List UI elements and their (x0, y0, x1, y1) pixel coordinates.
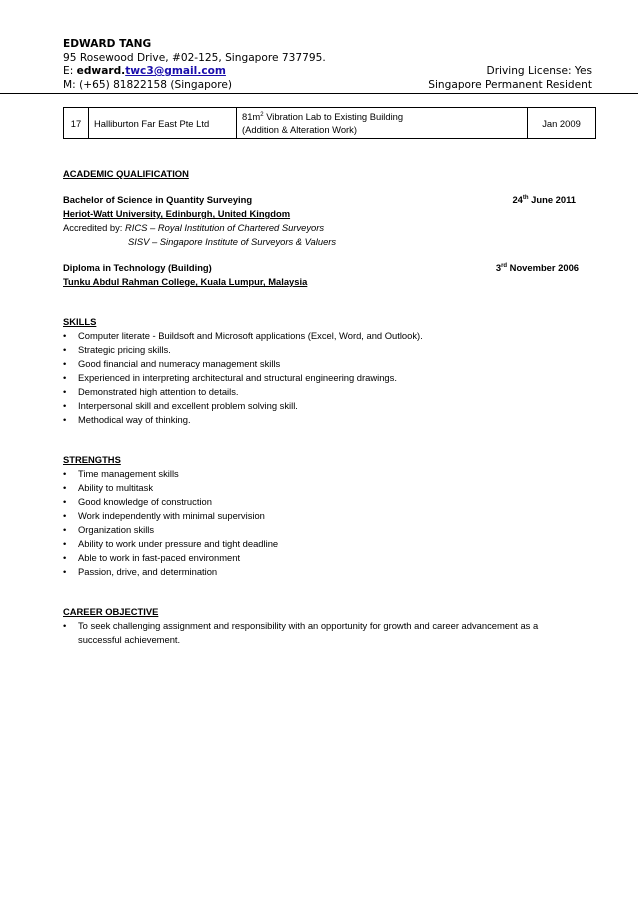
project-company: Halliburton Far East Pte Ltd (89, 108, 237, 139)
email-prefix: E: (63, 65, 77, 77)
list-item: • Methodical way of thinking. (63, 414, 191, 425)
project-table (63, 107, 596, 139)
table-row (64, 108, 596, 139)
header-divider (0, 93, 638, 94)
diploma-row (63, 261, 598, 275)
residency: Singapore Permanent Resident (428, 78, 592, 91)
list-item: • Ability to work under pressure and tight deadline (63, 538, 279, 549)
list-item: • Strategic pricing skills. (63, 344, 171, 355)
address-row (63, 52, 592, 66)
list-item: • To seek challenging assignment and responsibility with an opportunity for growth and career advancement as a successful achievement. (63, 620, 539, 645)
list-item: • Time management skills (63, 468, 179, 479)
driving-license: Driving License: Yes (486, 65, 592, 77)
list-item: • Organization skills (63, 524, 155, 535)
diploma-date: 3rd November 2006 (495, 262, 579, 273)
career-heading: CAREER OBJECTIVE (63, 606, 159, 617)
project-number: 17 (64, 108, 89, 139)
project-description (237, 108, 528, 139)
email-user: edward. (76, 65, 126, 77)
resume-body (63, 107, 598, 647)
strengths-heading: STRENGTHS (63, 454, 121, 465)
list-item: • Ability to multitask (63, 482, 154, 493)
university: Heriot-Watt University, Edinburgh, United Kingdom (63, 208, 291, 219)
skills-list (63, 329, 598, 427)
project-desc-line2: (Addition & Alteration Work) (242, 124, 357, 135)
accreditation-rics: Accredited by: RICS – Royal Institution of Chartered Surveyors (63, 222, 325, 233)
academic-heading: ACADEMIC QUALIFICATION (63, 168, 189, 179)
list-item: • Able to work in fast-paced environment (63, 552, 241, 563)
accreditation-sisv: SISV – Singapore Institute of Surveyors & Valuers (128, 236, 337, 247)
list-item: • Good financial and numeracy management skills (63, 358, 281, 369)
list-item: • Work independently with minimal supervision (63, 510, 265, 521)
degree-title: Bachelor of Science in Quantity Surveying (63, 194, 253, 205)
email-link[interactable]: twc3@gmail.com (125, 65, 226, 77)
degree-date: 24th June 2011 (512, 194, 576, 205)
strengths-list (63, 467, 598, 579)
list-item: • Experienced in interpreting architectural and structural engineering drawings. (63, 372, 397, 383)
list-item: • Passion, drive, and determination (63, 566, 218, 577)
resume-header (63, 38, 592, 92)
degree-row (63, 193, 598, 207)
list-item: • Interpersonal skill and excellent problem solving skill. (63, 400, 298, 411)
address: 95 Rosewood Drive, #02-125, Singapore 737795. (63, 51, 326, 64)
career-list (63, 619, 598, 647)
diploma-title: Diploma in Technology (Building) (63, 262, 212, 273)
mobile: M: (+65) 81822158 (Singapore) (63, 78, 233, 91)
project-desc-line1: $81m^2$ Vibration Lab to Existing Building (242, 111, 404, 122)
name-row (63, 38, 592, 52)
project-date: Jan 2009 (528, 108, 596, 139)
skills-heading: SKILLS (63, 316, 97, 327)
email-row (63, 65, 592, 79)
list-item: • Computer literate - Buildsoft and Microsoft applications (Excel, Word, and Outlook). (63, 330, 423, 341)
college: Tunku Abdul Rahman College, Kuala Lumpur, Malaysia (63, 276, 308, 287)
email (63, 65, 226, 79)
candidate-name: EDWARD TANG (63, 38, 152, 50)
list-item: • Demonstrated high attention to details. (63, 386, 239, 397)
list-item: • Good knowledge of construction (63, 496, 212, 507)
mobile-row (63, 79, 592, 93)
